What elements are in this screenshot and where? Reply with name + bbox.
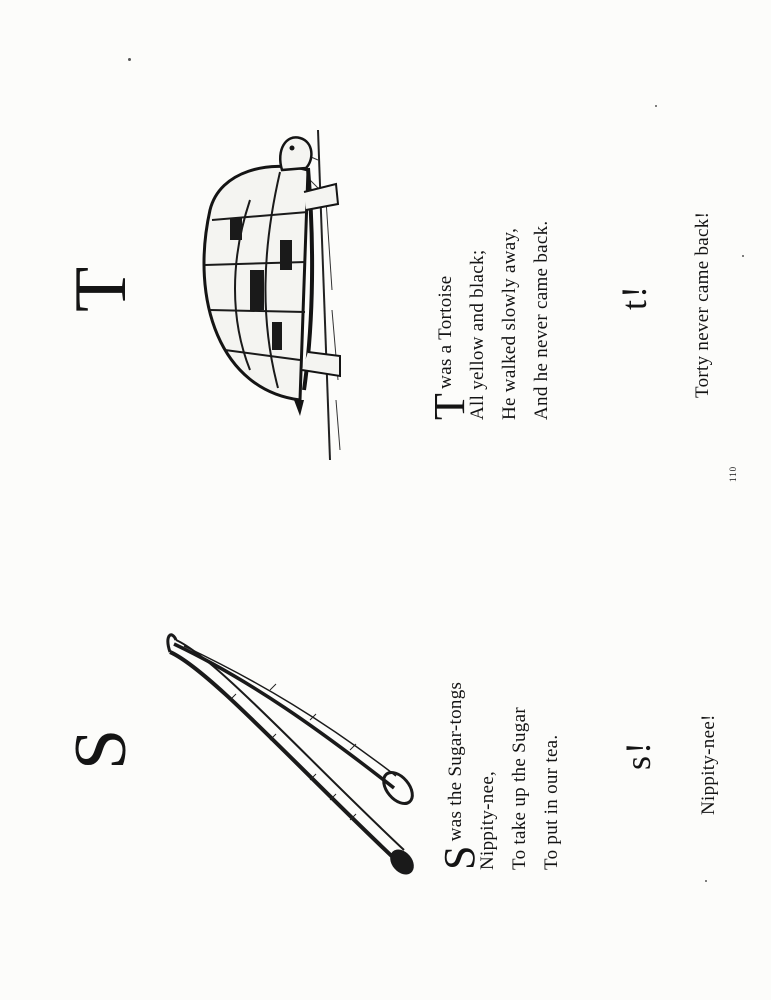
scan-speck — [742, 255, 744, 257]
dropcap-t: T — [425, 392, 474, 420]
verse-line: was a Tortoise — [435, 275, 456, 389]
verse-line: Nippity-nee, — [477, 770, 498, 870]
tortoise-illustration — [190, 130, 365, 460]
verse-t — [425, 220, 558, 420]
refrain-t: Torty never came back! — [692, 211, 713, 398]
scan-speck — [705, 880, 707, 882]
verse-line: All yellow and black; — [467, 249, 488, 420]
verse-line: was the Sugar-tongs — [445, 681, 466, 842]
big-letter-t: T — [60, 266, 142, 312]
verse-s — [435, 681, 568, 870]
scan-speck — [128, 58, 131, 61]
verse-line: To put in our tea. — [541, 734, 562, 870]
page-number: 110 — [728, 465, 738, 482]
verse-line: And he never came back. — [531, 220, 552, 420]
verse-line: To take up the Sugar — [509, 707, 530, 870]
big-letter-s: S — [60, 728, 142, 770]
verse-line: He walked slowly away, — [499, 227, 520, 420]
refrain-s: Nippity-nee! — [698, 714, 719, 815]
exclaim-t: t! — [614, 284, 654, 310]
sugar-tongs-illustration — [150, 600, 420, 880]
exclaim-s: s! — [618, 740, 658, 770]
dropcap-s: S — [435, 845, 484, 870]
scan-speck — [655, 105, 657, 107]
